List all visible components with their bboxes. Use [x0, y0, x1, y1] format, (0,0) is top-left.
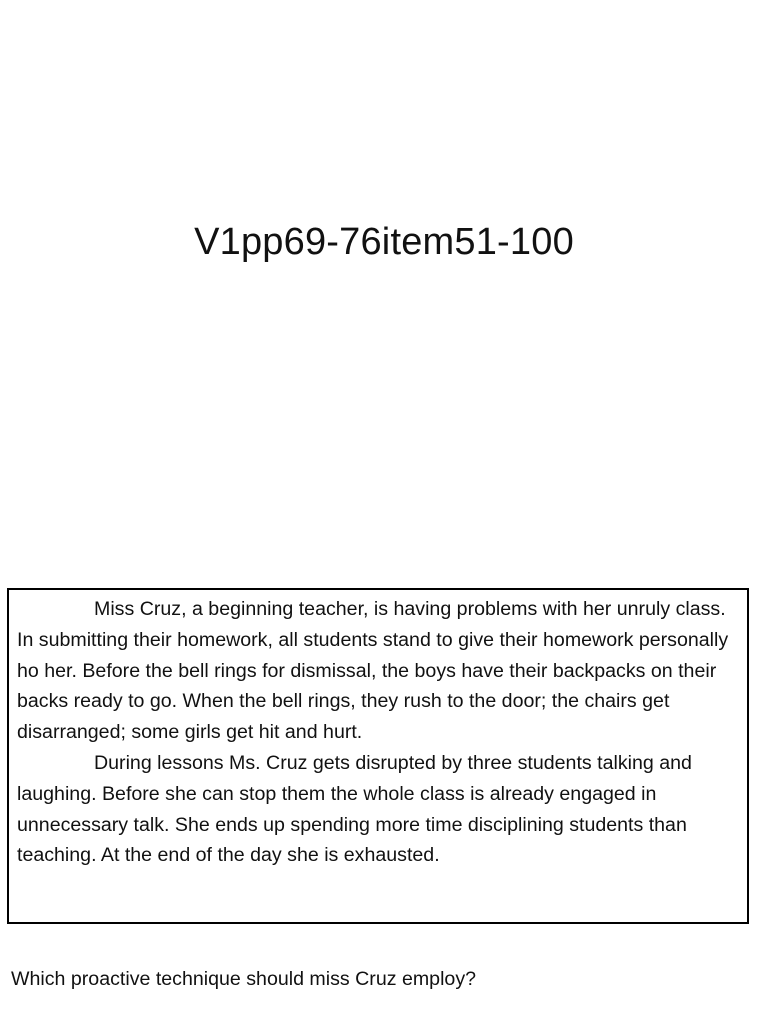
- scenario-text-box: [7, 588, 749, 924]
- page-title: V1pp69-76item51-100: [194, 221, 574, 263]
- question-text: Which proactive technique should miss Cruz employ?: [11, 968, 477, 990]
- scenario-paragraph-2: During lessons Ms. Cruz gets disrupted by three students talking and laughing. Before she can stop them the whole class is already engaged in unnecessary talk. She ends up spending more time disciplining students than teaching. At the end of the day she is exhausted.: [17, 751, 692, 867]
- scenario-paragraph-1: Miss Cruz, a beginning teacher, is having problems with her unruly class. In submitting their homework, all students stand to give their homework personally ho her. Before the bell rings for dismissal, the boys have their backpacks on their backs ready to go. When the bell rings, they rush to the door; the chairs get disarranged; some girls get hit and hurt.: [17, 598, 729, 744]
